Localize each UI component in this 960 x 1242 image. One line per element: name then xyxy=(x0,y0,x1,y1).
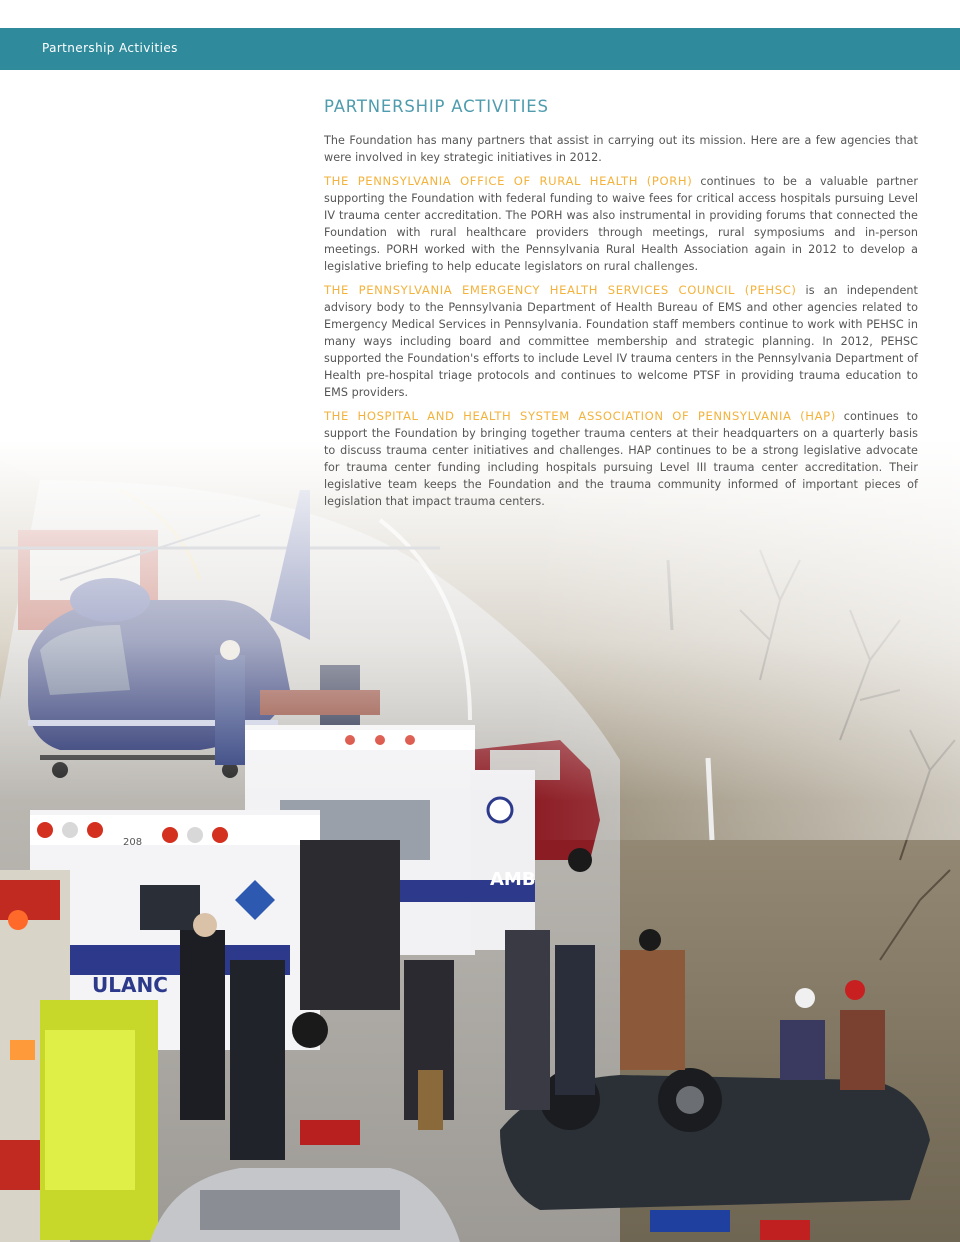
intro-paragraph: The Foundation has many partners that assist in carrying out its mission. Here are a few agencies that were involved in key strategic initiatives in 2012. xyxy=(324,134,918,164)
section-header-label: Partnership Activities xyxy=(42,41,178,55)
pehsc-org-name: THE PENNSYLVANIA EMERGENCY HEALTH SERVICES COUNCIL (PEHSC) xyxy=(324,283,797,297)
accident-scene-photo xyxy=(0,440,960,1242)
page-title: PARTNERSHIP ACTIVITIES xyxy=(324,97,549,116)
accident-scene-illustration xyxy=(0,440,960,1242)
pehsc-text: is an independent advisory body to the Pennsylvania Department of Health Bureau of EMS and other agencies related to Emergency Medical Services in Pennsylvania. Foundation staff members continue to work with PEHSC in many ways including board and committee membership and strategic planning. In 2012, PEHSC supported the Foundation's efforts to include Level IV trauma centers in the Pennsylvania Department of Health pre-hospital triage protocols and continues to welcome PTSF in providing trauma education to EMS providers. xyxy=(324,284,918,399)
hap-paragraph xyxy=(324,408,918,510)
porh-text: continues to be a valuable partner supporting the Foundation with federal funding to waive fees for critical access hospitals pursuing Level IV trauma center accreditation. The PORH was also instrumental in providing forums that connected the Foundation with rural healthcare providers through meetings, rural symposiums and in-person meetings. PORH worked with the Pennsylvania Rural Health Association again in 2012 to develop a legislative briefing to help educate legislators on rural challenges. xyxy=(324,175,918,273)
text-column xyxy=(324,96,918,517)
porh-paragraph xyxy=(324,173,918,275)
hap-org-name: THE HOSPITAL AND HEALTH SYSTEM ASSOCIATION OF PENNSYLVANIA (HAP) xyxy=(324,409,836,423)
header-band xyxy=(0,28,960,70)
porh-org-name: THE PENNSYLVANIA OFFICE OF RURAL HEALTH (PORH) xyxy=(324,174,693,188)
hap-text: continues to support the Foundation by bringing together trauma centers at their headquarters on a quarterly basis to discuss trauma center initiatives and challenges. HAP continues to be a strong legislative advocate for trauma center funding including hospitals pursuing Level III trauma center accreditation. Their legislative team keeps the Foundation and the trauma community informed of important pieces of legislation that impact trauma centers. xyxy=(324,410,918,508)
pehsc-paragraph xyxy=(324,282,918,401)
